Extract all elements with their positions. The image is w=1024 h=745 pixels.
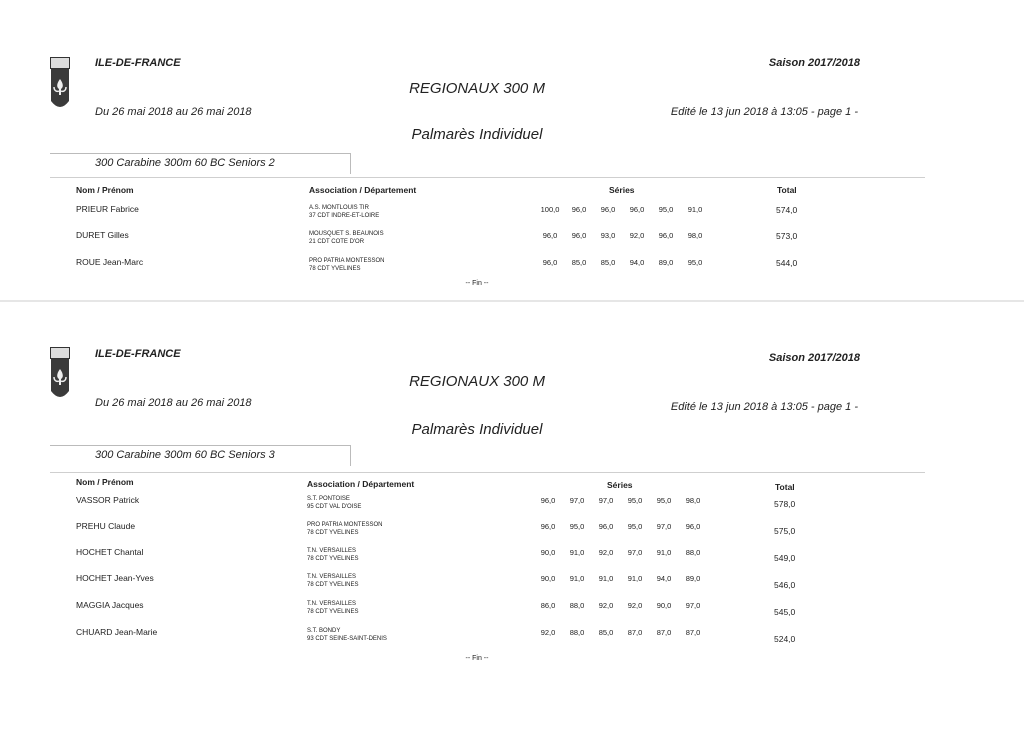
table-row <box>0 547 1024 573</box>
series-score: 98,0 <box>685 496 701 505</box>
end-marker: -- Fin -- <box>465 280 489 287</box>
association-department: 78 CDT YVELINES <box>307 556 359 562</box>
series-score: 96,0 <box>629 205 645 214</box>
association <box>307 627 387 643</box>
association-department: 78 CDT YVELINES <box>307 609 359 615</box>
edition-info: Edité le 13 jun 2018 à 13:05 - page 1 - <box>670 106 858 118</box>
association <box>309 257 384 273</box>
association-club: PRO PATRIA MONTESSON <box>307 522 383 528</box>
series-score: 91,0 <box>569 548 585 557</box>
series-score: 97,0 <box>598 496 614 505</box>
series-score: 87,0 <box>656 628 672 637</box>
shooter-name: PRIEUR Fabrice <box>76 204 139 214</box>
association <box>307 521 382 537</box>
series-score: 95,0 <box>658 205 674 214</box>
series-score: 89,0 <box>658 258 674 267</box>
series-score: 95,0 <box>687 258 703 267</box>
series-score: 95,0 <box>627 496 643 505</box>
shooter-name: DURET Gilles <box>76 230 129 240</box>
table-row <box>0 521 1024 547</box>
series-score: 91,0 <box>627 574 643 583</box>
series-score: 96,0 <box>685 522 701 531</box>
table-row <box>0 600 1024 626</box>
region-name: ILE-DE-FRANCE <box>95 348 181 360</box>
series-score: 92,0 <box>598 548 614 557</box>
series-score: 91,0 <box>656 548 672 557</box>
series-score: 92,0 <box>627 601 643 610</box>
series-score: 91,0 <box>687 205 703 214</box>
header-rule <box>50 472 925 473</box>
series-score: 92,0 <box>598 601 614 610</box>
category-box <box>50 153 351 174</box>
region-name: ILE-DE-FRANCE <box>95 57 181 69</box>
series-score: 87,0 <box>685 628 701 637</box>
date-range: Du 26 mai 2018 au 26 mai 2018 <box>95 397 252 409</box>
association-club: T.N. VERSAILLES <box>307 574 357 580</box>
series-score: 96,0 <box>540 496 556 505</box>
total-score: 546,0 <box>774 580 796 590</box>
series-score: 95,0 <box>569 522 585 531</box>
association-club: T.N. VERSAILLES <box>307 601 357 607</box>
association-department: 93 CDT SEINE-SAINT-DENIS <box>307 636 387 642</box>
competition-title: REGIONAUX 300 M <box>409 80 545 97</box>
series-score: 94,0 <box>629 258 645 267</box>
column-header-association: Association / Département <box>309 185 417 195</box>
association <box>309 204 379 220</box>
series-score: 96,0 <box>571 205 587 214</box>
association <box>309 230 384 246</box>
series-score: 87,0 <box>627 628 643 637</box>
series-score: 91,0 <box>569 574 585 583</box>
series-score: 96,0 <box>542 258 558 267</box>
association-club: S.T. BONDY <box>307 628 341 634</box>
column-header-series: Séries <box>607 480 633 490</box>
association <box>307 600 358 616</box>
association-club: A.S. MONTLOUIS TIR <box>309 205 369 211</box>
series-score: 98,0 <box>687 231 703 240</box>
association-club: MOUSQUET S. BEAUNOIS <box>309 231 384 237</box>
series-score: 97,0 <box>627 548 643 557</box>
association-department: 78 CDT YVELINES <box>307 530 359 536</box>
total-score: 578,0 <box>774 499 796 509</box>
series-score: 90,0 <box>540 548 556 557</box>
series-score: 89,0 <box>685 574 701 583</box>
series-score: 86,0 <box>540 601 556 610</box>
shooter-name: VASSOR Patrick <box>76 495 140 505</box>
category-label: 300 Carabine 300m 60 BC Seniors 3 <box>95 449 275 461</box>
total-score: 549,0 <box>774 553 796 563</box>
total-score: 545,0 <box>774 607 796 617</box>
results-sheet-1 <box>0 0 1024 300</box>
series-score: 85,0 <box>598 628 614 637</box>
competition-title: REGIONAUX 300 M <box>409 373 545 390</box>
total-score: 544,0 <box>776 258 798 268</box>
total-score: 575,0 <box>774 526 796 536</box>
series-score: 100,0 <box>540 205 560 214</box>
series-score: 88,0 <box>685 548 701 557</box>
shooter-name: HOCHET Chantal <box>76 547 144 557</box>
series-score: 91,0 <box>598 574 614 583</box>
series-score: 85,0 <box>600 258 616 267</box>
series-score: 97,0 <box>656 522 672 531</box>
series-score: 92,0 <box>540 628 556 637</box>
season-label: Saison 2017/2018 <box>768 57 860 69</box>
date-range: Du 26 mai 2018 au 26 mai 2018 <box>95 106 252 118</box>
association-club: T.N. VERSAILLES <box>307 548 357 554</box>
results-subtitle: Palmarès Individuel <box>411 126 543 143</box>
association-department: 95 CDT VAL D'OISE <box>307 504 362 510</box>
category-box <box>50 445 351 466</box>
shooter-name: PREHU Claude <box>76 521 136 531</box>
series-score: 88,0 <box>569 628 585 637</box>
association <box>307 547 358 563</box>
table-row <box>0 230 1024 256</box>
shooter-name: ROUE Jean-Marc <box>76 257 144 267</box>
column-header-name: Nom / Prénom <box>76 185 134 195</box>
total-score: 524,0 <box>774 634 796 644</box>
association-club: S.T. PONTOISE <box>307 496 350 502</box>
edition-info: Edité le 13 jun 2018 à 13:05 - page 1 - <box>670 401 858 413</box>
column-header-name: Nom / Prénom <box>76 477 134 487</box>
total-score: 573,0 <box>776 231 798 241</box>
series-score: 96,0 <box>540 522 556 531</box>
series-score: 88,0 <box>569 601 585 610</box>
series-score: 90,0 <box>540 574 556 583</box>
series-score: 97,0 <box>685 601 701 610</box>
series-score: 95,0 <box>656 496 672 505</box>
association-department: 21 CDT COTE D'OR <box>309 239 365 245</box>
column-header-total: Total <box>775 482 795 492</box>
series-score: 96,0 <box>658 231 674 240</box>
series-score: 96,0 <box>571 231 587 240</box>
column-header-series: Séries <box>609 185 635 195</box>
series-score: 96,0 <box>542 231 558 240</box>
association-department: 78 CDT YVELINES <box>307 582 359 588</box>
association-department: 78 CDT YVELINES <box>309 266 361 272</box>
results-subtitle: Palmarès Individuel <box>411 421 543 438</box>
association-club: PRO PATRIA MONTESSON <box>309 258 385 264</box>
shooter-name: MAGGIA Jacques <box>76 600 144 610</box>
shooter-name: CHUARD Jean-Marie <box>76 627 158 637</box>
header-rule <box>50 177 925 178</box>
shooter-name: HOCHET Jean-Yves <box>76 573 154 583</box>
series-score: 96,0 <box>598 522 614 531</box>
table-row <box>0 627 1024 653</box>
total-score: 574,0 <box>776 205 798 215</box>
series-score: 96,0 <box>600 205 616 214</box>
table-row <box>0 204 1024 230</box>
association <box>307 495 361 511</box>
series-score: 94,0 <box>656 574 672 583</box>
association <box>307 573 358 589</box>
table-row <box>0 495 1024 521</box>
series-score: 92,0 <box>629 231 645 240</box>
results-sheet-2 <box>0 300 1024 745</box>
table-row <box>0 573 1024 599</box>
category-label: 300 Carabine 300m 60 BC Seniors 2 <box>95 157 275 169</box>
series-score: 93,0 <box>600 231 616 240</box>
series-score: 97,0 <box>569 496 585 505</box>
series-score: 90,0 <box>656 601 672 610</box>
season-label: Saison 2017/2018 <box>768 352 860 364</box>
column-header-total: Total <box>777 185 797 195</box>
end-marker: -- Fin -- <box>465 655 489 662</box>
series-score: 95,0 <box>627 522 643 531</box>
association-department: 37 CDT INDRE-ET-LOIRE <box>309 213 380 219</box>
series-score: 85,0 <box>571 258 587 267</box>
column-header-association: Association / Département <box>307 479 415 489</box>
